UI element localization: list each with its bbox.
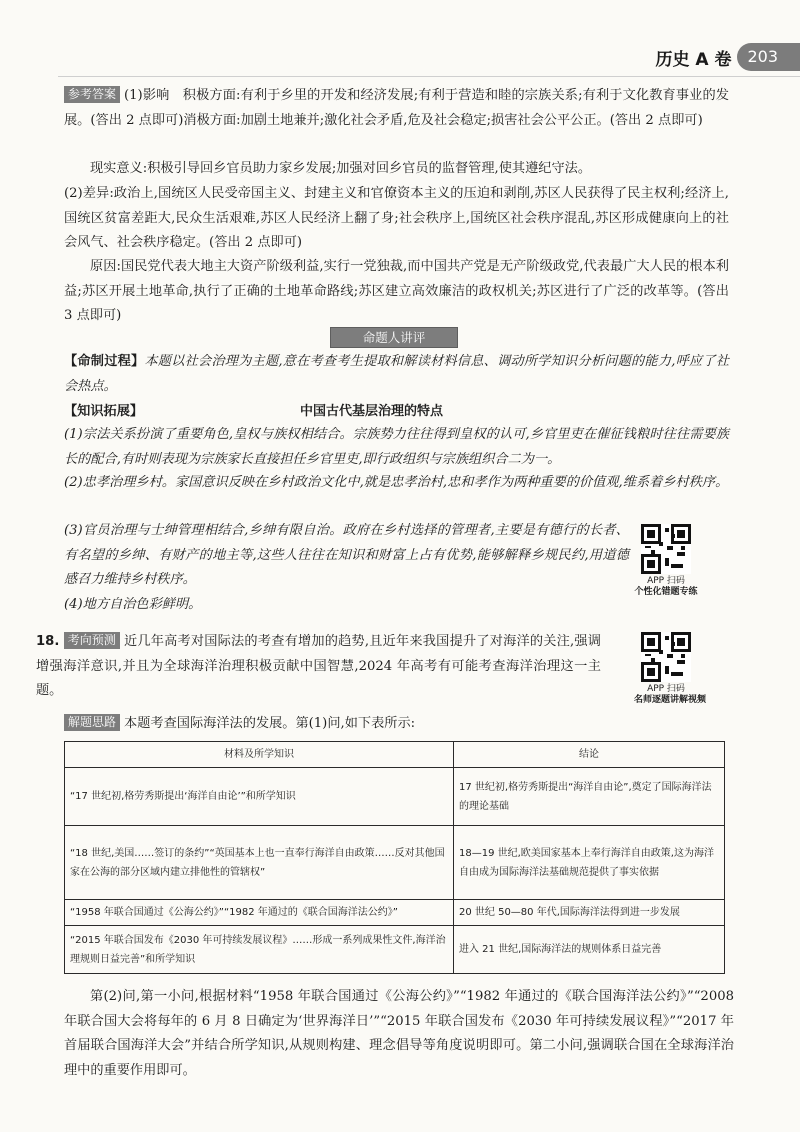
page-header	[655, 42, 800, 72]
process-text: 本题以社会治理为主题,意在考查考生提取和解读材料信息、调动所学知识分析问题的能力,呼应了社会热点。	[64, 354, 730, 394]
table-cell: “18 世纪,美国……签订的条约”“英国基本上也一直奉行海洋自由政策……反对其他国家在公海的部分区域内建立排他性的管辖权”	[65, 826, 454, 900]
table-cell: 17 世纪初,格劳秀斯提出“海洋自由论”,奠定了国际海洋法的理论基础	[454, 768, 725, 826]
page-number: 203	[737, 43, 800, 71]
table-row	[65, 926, 725, 974]
knowledge-ext-title: 中国古代基层治理的特点	[300, 404, 444, 419]
table-cell: 18—19 世纪,欧美国家基本上奉行海洋自由政策,这为海洋自由成为国际海洋法基础规范提供了事实依据	[454, 826, 725, 900]
table-row	[65, 900, 725, 926]
table-cell: “2015 年联合国发布《2030 年可持续发展议程》……形成一系列成果性文件,海洋治理规则日益完善”和所学知识	[65, 926, 454, 974]
idea-label: 解题思路	[64, 714, 120, 731]
ext-item-3: (3)官员治理与士绅管理相结合,乡绅有限自治。政府在乡村选择的管理者,主要是有德行的长者、有名望的乡绅、有财产的地主等,这些人往往在知识和财富上占有优势,能够解释乡规民约,用道德感召力维持乡村秩序。	[64, 523, 629, 587]
answer-significance: 现实意义:积极引导回乡官员助力家乡发展;加强对回乡官员的监督管理,使其遵纪守法。	[90, 161, 592, 176]
q18-trend	[36, 630, 601, 704]
answer-text-1: (1)影响 积极方面:有利于乡里的开发和经济发展;有利于营造和睦的宗族关系;有利于文化教育事业的发展。(答出 2 点即可)消极方面:加剧土地兼并;激化社会矛盾,危及社会稳定;损害社会公平公正。(答出 2 点即可)	[64, 88, 729, 128]
commentary-label: 命题人讲评	[330, 327, 458, 348]
ext-item-1: (1)宗法关系扮演了重要角色,皇权与族权相结合。宗族势力往往得到皇权的认可,乡官里吏在催征钱粮时往往需要族长的配合,有时则表现为宗族家长直接担任乡官里吏,即行政组织与宗族组织合二为一。	[64, 427, 729, 467]
header-title: 历史 A 卷	[655, 49, 732, 70]
analysis-table	[64, 741, 725, 974]
table-cell: “1958 年联合国通过《公海公约》”“1982 年通过的《联合国海洋法公约》”	[65, 900, 454, 926]
q18-idea	[64, 712, 729, 737]
qr-code-icon	[641, 632, 691, 682]
table-header: 结论	[454, 742, 725, 768]
answer-part1	[64, 84, 729, 133]
trend-label: 考向预测	[64, 632, 120, 649]
ext-item-2: (2)忠孝治理乡村。家国意识反映在乡村政治文化中,就是忠孝治村,忠和孝作为两种重要的价值观,维系着乡村秩序。	[64, 475, 729, 490]
process-tag: 【命制过程】	[64, 354, 145, 369]
table-cell: 20 世纪 50—80 年代,国际海洋法得到进一步发展	[454, 900, 725, 926]
qr1-caption: APP 扫码	[647, 576, 685, 586]
table-cell: 进入 21 世纪,国际海洋法的规则体系日益完善	[454, 926, 725, 974]
answer-label: 参考答案	[64, 86, 120, 103]
answer-reasons: 原因:国民党代表大地主大资产阶级利益,实行一党独裁,而中国共产党是无产阶级政党,代表最广大人民的根本利益;苏区开展土地革命,执行了正确的土地革命路线;苏区建立高效廉洁的政权机关;苏区进行了广泛的改革等。(答出 3 点即可)	[64, 259, 729, 323]
table-header: 材料及所学知识	[65, 742, 454, 768]
qr-code-error-practice[interactable]	[634, 524, 698, 598]
idea-text: 本题考查国际海洋法的发展。第(1)问,如下表所示:	[124, 716, 416, 731]
question-number: 18.	[36, 634, 60, 649]
answer-part2: (2)差异:政治上,国统区人民受帝国主义、封建主义和官僚资本主义的压迫和剥削,苏区人民获得了民主权利;经济上,国统区贫富差距大,民众生活艰难,苏区人民经济上翻了身;社会秩序上,国统区社会秩序混乱,苏区形成健康向上的社会风气、社会秩序稳定。(答出 2 点即可)	[64, 186, 729, 250]
qr2-caption: APP 扫码	[647, 684, 685, 694]
header-divider	[58, 76, 800, 77]
trend-text: 近几年高考对国际法的考查有增加的趋势,且近年来我国提升了对海洋的关注,强调增强海洋意识,并且为全球海洋治理积极贡献中国智慧,2024 年高考有可能考查海洋治理这一主题。	[36, 634, 601, 698]
table-cell: “17 世纪初,格劳秀斯提出‘海洋自由论’”和所学知识	[65, 768, 454, 826]
q18-part2-explanation: 第(2)问,第一小问,根据材料“1958 年联合国通过《公海公约》”“1982 年通过的《联合国海洋法公约》”“2008 年联合国大会将每年的 6 月 8 日确定为‘世界海洋日’”“2015 年联合国发布《2030 年可持续发展议程》”“2017 年首届联合国海洋大会”并结合所学知识,从规则构建、理念倡导等角度说明即可。第二小问,强调联合国在全球海洋治理中的重要作用即可。	[64, 989, 734, 1078]
table-row	[65, 826, 725, 900]
table-header-row	[65, 742, 725, 768]
qr-code-icon	[641, 524, 691, 574]
qr2-subcaption: 名师逐题讲解视频	[634, 695, 707, 705]
table-row	[65, 768, 725, 826]
knowledge-ext-tag: 【知识拓展】	[64, 404, 144, 419]
qr1-subcaption: 个性化错题专练	[634, 587, 698, 597]
ext-item-4: (4)地方自治色彩鲜明。	[64, 597, 202, 612]
qr-code-video[interactable]	[634, 632, 707, 706]
commentary-process	[64, 350, 729, 399]
